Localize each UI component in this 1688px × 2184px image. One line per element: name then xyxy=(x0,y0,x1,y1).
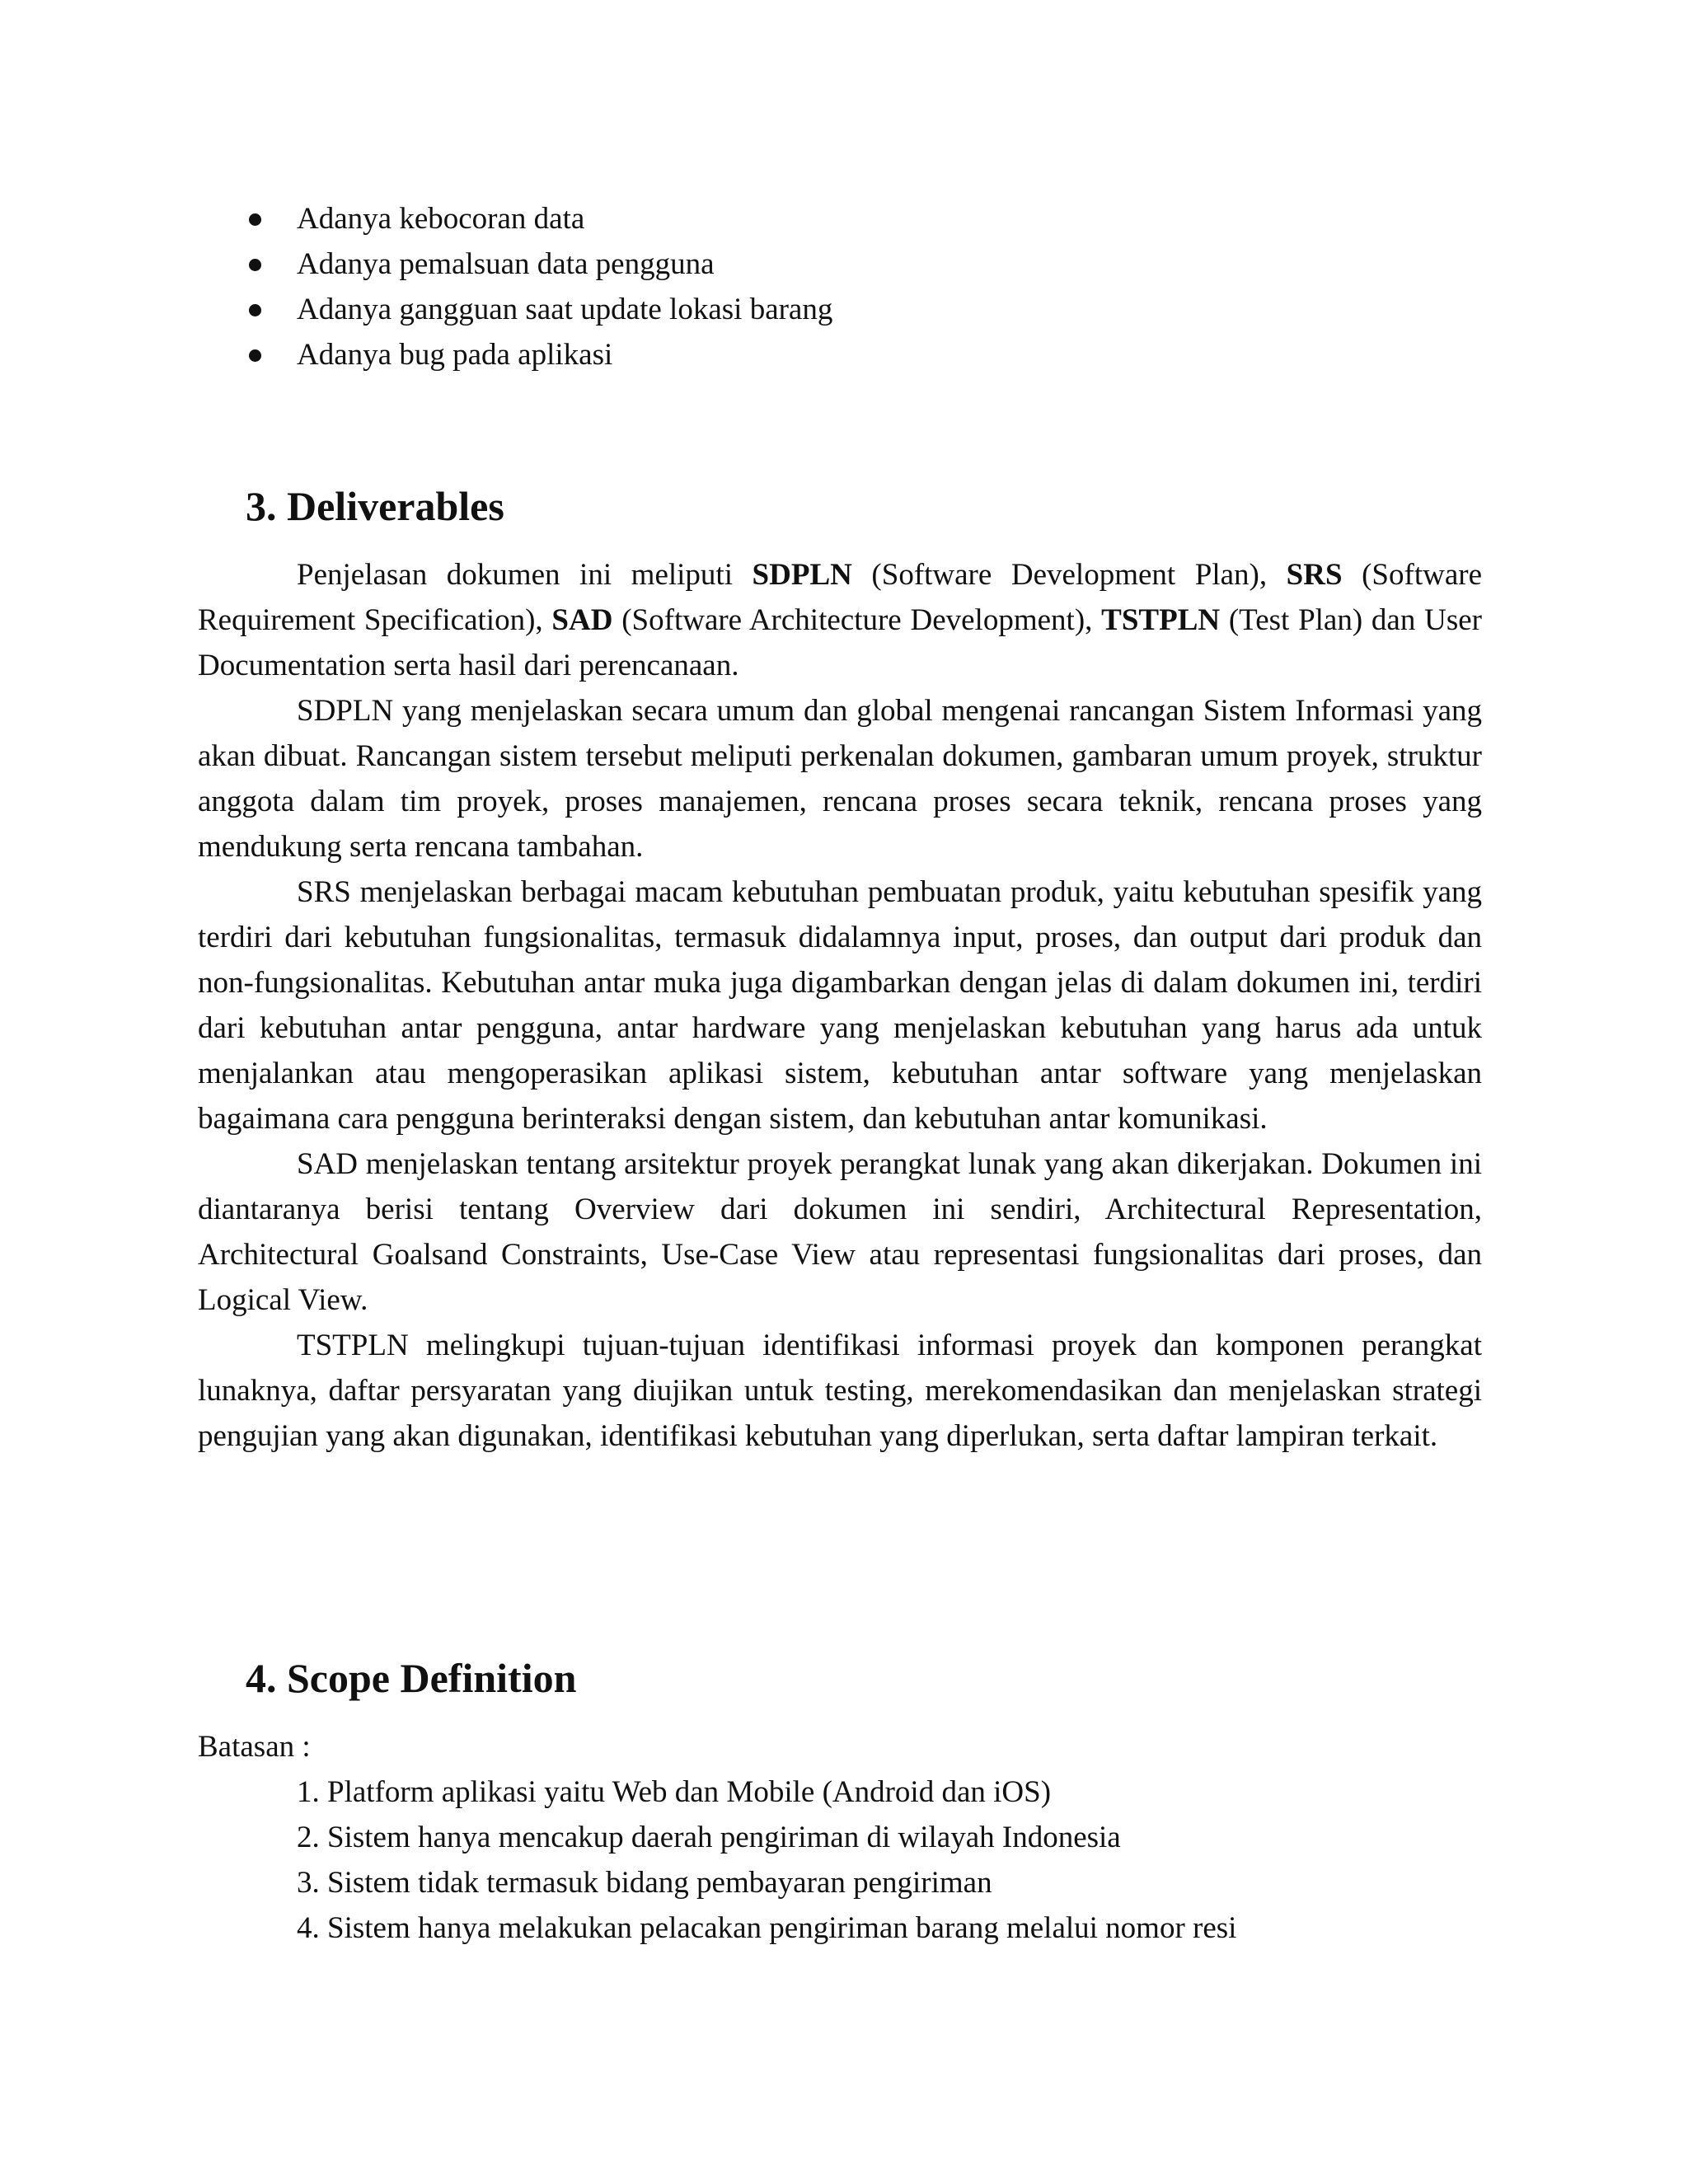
list-item xyxy=(246,196,832,241)
list-item: 2. Sistem hanya mencakup daerah pengiriman di wilayah Indonesia xyxy=(297,1821,1121,1854)
list-item-text: Adanya gangguan saat update lokasi barang xyxy=(297,293,833,326)
bullet-icon xyxy=(249,213,261,226)
bullet-icon xyxy=(249,259,261,271)
bold-term: SRS xyxy=(1286,558,1343,592)
list-item xyxy=(246,241,832,287)
paragraph xyxy=(198,552,1482,688)
section-heading-scope: 4. Scope Definition xyxy=(246,1655,577,1701)
deliverables-body xyxy=(198,552,1482,1459)
bold-term: SDPLN xyxy=(752,558,852,592)
scope-label: Batasan : xyxy=(198,1730,311,1764)
text-run: (Software Requirement Specification), xyxy=(198,558,1482,637)
text-run: (Software Development Plan), xyxy=(851,558,1287,592)
section-heading-deliverables: 3. Deliverables xyxy=(246,483,504,529)
list-item: 4. Sistem hanya melakukan pelacakan pengiriman barang melalui nomor resi xyxy=(297,1911,1237,1945)
bold-term: SAD xyxy=(551,603,613,637)
text-run: (Software Architecture Development), xyxy=(612,603,1102,637)
list-item: 3. Sistem tidak termasuk bidang pembayaran pengiriman xyxy=(297,1866,992,1900)
bullet-icon xyxy=(249,349,261,362)
paragraph: SAD menjelaskan tentang arsitektur proyek perangkat lunak yang akan dikerjakan. Dokumen ini diantaranya berisi tentang Overview dari dokumen ini sendiri, Architectural Representation, Architectural Goalsand Constraints, Use-Case View atau representasi fungsionalitas dari proses, dan Logical View. xyxy=(198,1147,1482,1317)
list-item-text: Adanya bug pada aplikasi xyxy=(297,338,613,372)
paragraph: SDPLN yang menjelaskan secara umum dan global mengenai rancangan Sistem Informasi yang akan dibuat. Rancangan sistem tersebut meliputi perkenalan dokumen, gambaran umum proyek, struktur anggota dalam tim proyek, proses manajemen, rencana proses secara teknik, rencana proses yang mendukung serta rencana tambahan. xyxy=(198,694,1482,864)
text-run: Penjelasan dokumen ini meliputi xyxy=(297,558,753,592)
bold-term: TSTPLN xyxy=(1101,603,1221,637)
scope-constraint-list xyxy=(297,1769,1236,1951)
list-item-text: Adanya pemalsuan data pengguna xyxy=(297,247,715,281)
risk-bullet-list xyxy=(246,196,832,377)
list-item xyxy=(246,332,832,377)
paragraph: TSTPLN melingkupi tujuan-tujuan identifikasi informasi proyek dan komponen perangkat lunaknya, daftar persyaratan yang diujikan untuk testing, merekomendasikan dan menjelaskan strategi pengujian yang akan digunakan, identifikasi kebutuhan yang diperlukan, serta daftar lampiran terkait. xyxy=(198,1329,1482,1453)
list-item xyxy=(246,287,832,332)
text-run: (Test Plan) dan User Documentation serta hasil dari perencanaan. xyxy=(198,603,1482,682)
list-item: 1. Platform aplikasi yaitu Web dan Mobile (Android dan iOS) xyxy=(297,1775,1052,1809)
list-item-text: Adanya kebocoran data xyxy=(297,202,585,236)
paragraph: SRS menjelaskan berbagai macam kebutuhan pembuatan produk, yaitu kebutuhan spesifik yang terdiri dari kebutuhan fungsionalitas, termasuk didalamnya input, proses, dan output dari produk dan non-fungsionalitas. Kebutuhan antar muka juga digambarkan dengan jelas di dalam dokumen ini, terdiri dari kebutuhan antar pengguna, antar hardware yang menjelaskan kebutuhan yang harus ada untuk menjalankan atau mengoperasikan aplikasi sistem, kebutuhan antar software yang menjelaskan bagaimana cara pengguna berinteraksi dengan sistem, dan kebutuhan antar komunikasi. xyxy=(198,875,1482,1136)
bullet-icon xyxy=(249,304,261,316)
